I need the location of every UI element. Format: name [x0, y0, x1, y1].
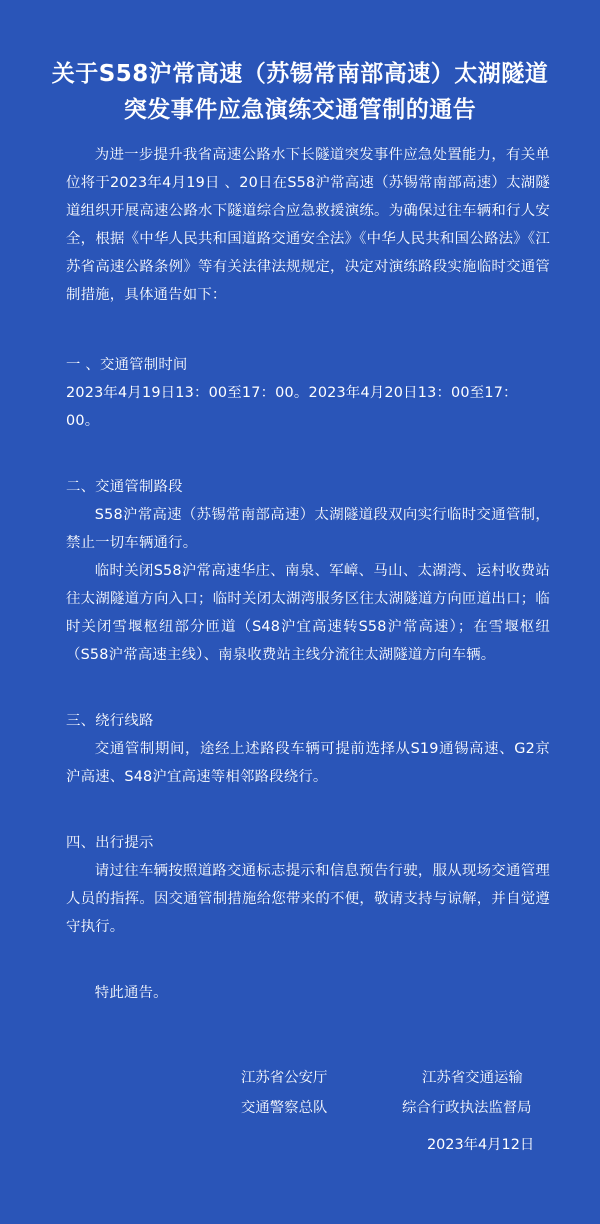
signature-left [241, 1063, 327, 1123]
intro-paragraph: 为进一步提升我省高速公路水下长隧道突发事件应急处置能力，有关单位将于2023年4月19日 、20日在S58沪常高速（苏锡常南部高速）太湖隧道组织开展高速公路水下隧道综合应急救援演练。为确保过往车辆和行人安全，根据《中华人民共和国道路交通安全法》《中华人民共和国公路法》《江苏省高速公路条例》等有关法律法规规定，决定对演练路段实施临时交通管制措施，具体通告如下： [66, 147, 550, 303]
signature-left-line-1: 江苏省公安厅 [241, 1070, 328, 1086]
section-paragraph: 请过往车辆按照道路交通标志提示和信息预告行驶，服从现场交通管理人员的指挥。因交通管制措施给您带来的不便，敬请支持与谅解，并自觉遵守执行。 [66, 863, 550, 935]
section-paragraph: 临时关闭S58沪常高速华庄、南泉、军嶂、马山、太湖湾、运村收费站往太湖隧道方向入口；临时关闭太湖湾服务区往太湖隧道方向匝道出口；临时关闭雪堰枢纽部分匝道（S48沪宜高速转S58沪常高速）；在雪堰枢纽（S58沪常高速主线）、南泉收费站主线分流往太湖隧道方向车辆。 [66, 563, 550, 663]
section-heading: 二、交通管制路段 [66, 479, 183, 495]
notice-title [0, 56, 600, 128]
section-paragraph: 交通管制期间，途经上述路段车辆可提前选择从S19通锡高速、G2京沪高速、S48沪宜高速等相邻路段绕行。 [66, 741, 550, 785]
title-line-2: 突发事件应急演练交通管制的通告 [123, 97, 477, 123]
signature-left-line-2: 交通警察总队 [241, 1100, 328, 1116]
notice-date: 2023年4月12日 [427, 1137, 535, 1153]
section-heading: 一 、交通管制时间 [66, 357, 188, 373]
section-paragraph: 2023年4月19日13：00至17：00。2023年4月20日13：00至17：00。 [66, 385, 518, 429]
title-line-1: 关于S58沪常高速（苏锡常南部高速）太湖隧道 [51, 61, 549, 87]
section-travel-tips [66, 829, 550, 941]
signature-right-line-2: 综合行政执法监督局 [402, 1100, 532, 1116]
section-detour-route [66, 707, 550, 791]
section-control-road [66, 473, 550, 669]
notice-body [66, 141, 550, 1007]
section-heading: 三、绕行线路 [66, 713, 154, 729]
signature-right [402, 1063, 532, 1123]
section-heading: 四、出行提示 [66, 835, 154, 851]
section-paragraph: S58沪常高速（苏锡常南部高速）太湖隧道段双向实行临时交通管制，禁止一切车辆通行。 [66, 507, 550, 551]
signature-right-line-1: 江苏省交通运输 [422, 1070, 523, 1086]
section-control-time [66, 351, 550, 435]
closing-text: 特此通告。 [94, 985, 168, 1001]
